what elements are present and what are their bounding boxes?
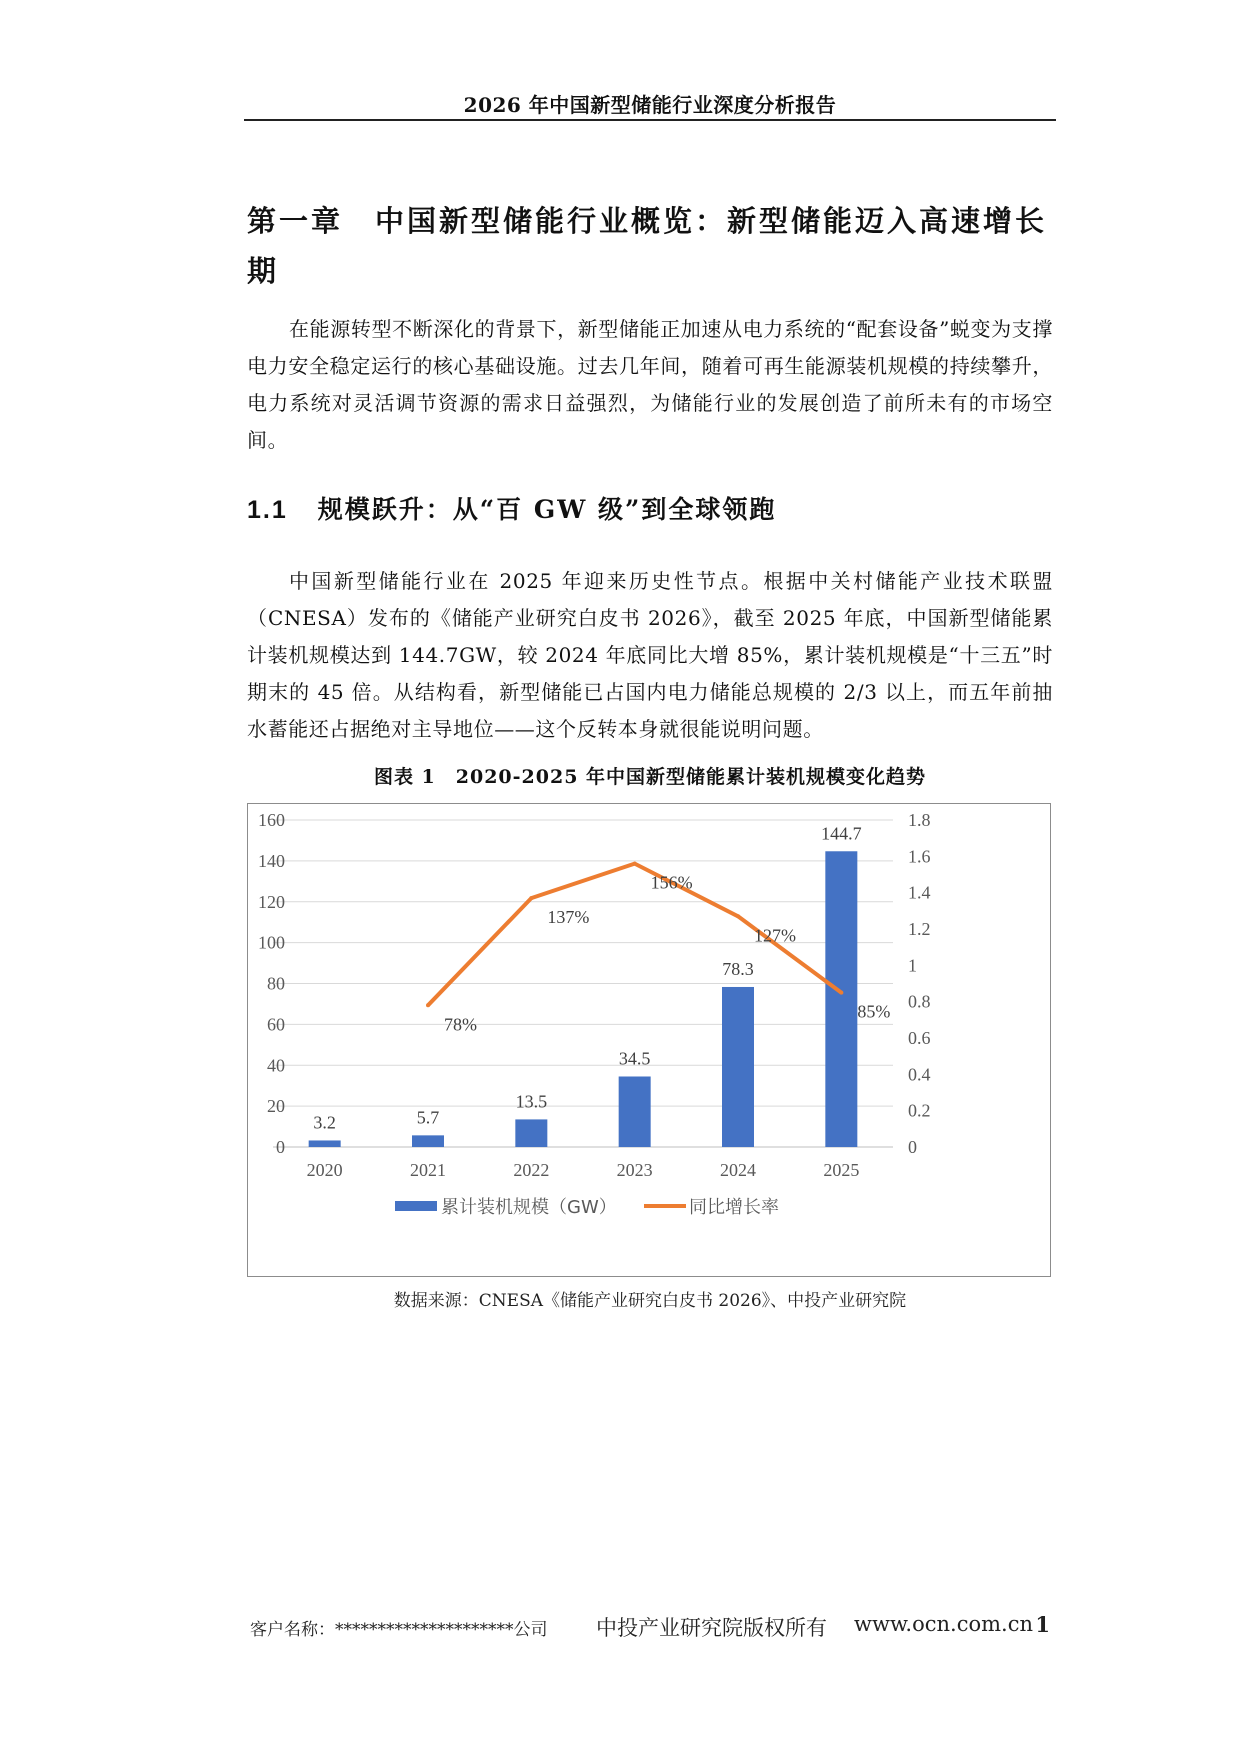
bar-data-label: 78.3 [722,958,754,979]
footer-client: 客户名称：*********************公司 [250,1620,548,1640]
bar [515,1119,547,1147]
bar [722,987,754,1147]
section-title-text: 规模跃升：从“百 GW 级”到全球领跑 [317,495,777,524]
y-left-tick-label: 80 [267,973,285,994]
line-data-label: 127% [754,925,796,946]
bar-data-label: 13.5 [515,1091,548,1112]
chapter-title: 第一章 中国新型储能行业概览：新型储能迈入高速增长期 [247,204,1048,288]
y-right-tick-label: 0.4 [908,1064,931,1085]
bar-data-label: 5.7 [416,1107,440,1128]
y-right-tick-label: 1.2 [908,919,931,939]
y-right-tick-label: 1.4 [908,882,931,903]
y-left-tick-label: 0 [276,1137,285,1157]
figure-caption: 图表 1 2020-2025 年中国新型储能累计装机规模变化趋势 [373,766,927,788]
x-tick-label: 2021 [410,1160,446,1180]
line-point [426,1003,430,1007]
page-number: 1 [1035,1612,1050,1637]
line-data-label: 156% [650,872,693,893]
x-tick-label: 2022 [513,1160,550,1180]
line-data-label: 85% [857,1001,891,1022]
x-tick-label: 2024 [720,1160,756,1180]
line-data-label: 78% [444,1014,477,1035]
y-right-tick-label: 1 [908,955,917,976]
bar-data-label: 144.7 [821,823,862,844]
line-data-label: 137% [547,907,590,928]
section-number: 1.1 [247,496,288,524]
footer-copyright: 中投产业研究院版权所有 [596,1616,827,1640]
x-tick-label: 2023 [616,1160,653,1180]
line-point [529,896,533,900]
footer-website: www.ocn.com.cn [854,1612,1033,1636]
y-left-tick-label: 140 [258,850,285,871]
header-rule [244,119,1056,121]
line-point [736,914,740,918]
legend-line-label: 同比增长率 [689,1197,779,1218]
y-right-tick-label: 1.8 [908,810,931,830]
y-left-tick-label: 120 [258,891,285,912]
y-left-tick-label: 40 [267,1055,285,1076]
bar-data-label: 34.5 [618,1048,651,1069]
y-right-tick-label: 0 [908,1137,917,1157]
y-right-tick-label: 0.6 [908,1028,931,1048]
source-note: 数据来源：CNESA《储能产业研究白皮书 2026》、中投产业研究院 [393,1291,907,1311]
chart-frame [247,803,1051,1277]
legend-bar-swatch [395,1201,437,1211]
y-left-tick-label: 60 [267,1014,285,1035]
bar [309,1140,341,1147]
y-left-tick-label: 20 [267,1096,285,1117]
line-point [839,991,843,995]
combo-chart [248,804,1052,1278]
y-left-tick-label: 100 [258,932,285,953]
y-right-tick-label: 0.8 [908,991,931,1012]
page-footer [250,1612,1050,1642]
body-paragraph: 中国新型储能行业在 2025 年迎来历史性节点。根据中关村储能产业技术联盟（CNESA）发布的《储能产业研究白皮书 2026》，截至 2025 年底，中国新型储能累计装机规模达到 144.7GW，较 2024 年底同比大增 85%，累计装机规模是“十三五”时期末的 45 倍。从结构看，新型储能已占国内电力储能总规模的 2/3 以上，而五年前抽水蓄能还占据绝对主导地位——这个反转本身就很能说明问题。 [247,569,1053,741]
legend-bar-label: 累计装机规模（GW） [441,1197,617,1218]
section-title [247,490,1047,526]
y-right-tick-label: 0.2 [908,1100,931,1121]
bar [412,1135,444,1147]
bar [825,851,857,1147]
page-header-title: 2026 年中国新型储能行业深度分析报告 [463,93,837,117]
intro-paragraph: 在能源转型不断深化的背景下，新型储能正加速从电力系统的“配套设备”蜕变为支撑电力安全稳定运行的核心基础设施。过去几年间，随着可再生能源装机规模的持续攀升，电力系统对灵活调节资源的需求日益强烈，为储能行业的发展创造了前所未有的市场空间。 [247,317,1053,452]
x-tick-label: 2020 [306,1160,343,1180]
bar [619,1076,651,1147]
y-left-tick-label: 160 [258,810,285,830]
bar-data-label: 3.2 [313,1112,336,1133]
y-right-tick-label: 1.6 [908,846,931,867]
line-point [633,862,637,866]
x-tick-label: 2025 [823,1160,860,1180]
